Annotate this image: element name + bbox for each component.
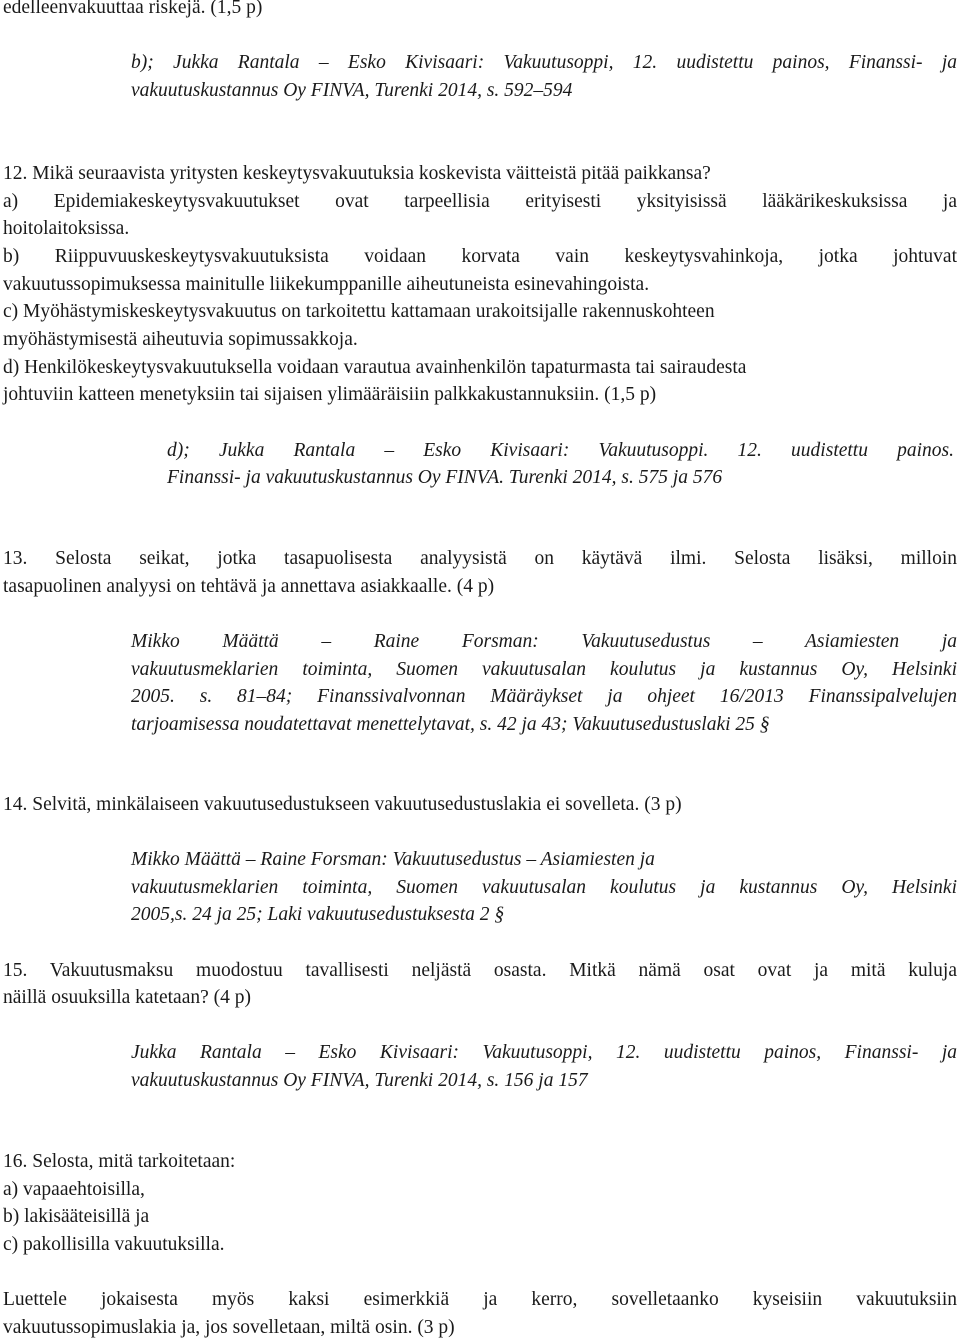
q13-source-line-2: vakuutusmeklarien toiminta, Suomen vakuutusalan koulutus ja kustannus Oy, Helsinki <box>131 659 957 680</box>
q11-answer-line-2: vakuutuskustannus Oy FINVA, Turenki 2014, s. 592–594 <box>131 80 573 101</box>
q13-question-line-2: tasapuolinen analyysi on tehtävä ja annettava asiakkaalle. (4 p) <box>3 576 495 597</box>
q13-source-line-4: tarjoamisessa noudatettavat menettelytavat, s. 42 ja 43; Vakuutusedustuslaki 25 § <box>131 714 770 735</box>
q13-source-line-1: Mikko Määttä – Raine Forsman: Vakuutusedustus – Asiamiesten ja <box>131 631 957 652</box>
q11-tail: edelleenvakuuttaa riskejä. (1,5 p) <box>3 0 263 18</box>
q15-source-line-1: Jukka Rantala – Esko Kivisaari: Vakuutusoppi, 12. uudistettu painos, Finanssi- ja <box>131 1042 957 1063</box>
q16-item-c: c) pakollisilla vakuutuksilla. <box>3 1234 225 1255</box>
q14-source-line-3: 2005,s. 24 ja 25; Laki vakuutusedustuksesta 2 § <box>131 904 505 925</box>
q15-question-line-1: 15. Vakuutusmaksu muodostuu tavallisesti neljästä osasta. Mitkä nämä osat ovat ja mitä kuluja <box>3 960 957 981</box>
q15-question-line-2: näillä osuuksilla katetaan? (4 p) <box>3 987 251 1008</box>
q12-option-d-line-2: johtuviin katteen menetyksiin tai sijaisen ylimääräisiin palkkakustannuksiin. (1,5 p) <box>3 384 657 405</box>
q12-option-c-line-1: c) Myöhästymiskeskeytysvakuutus on tarkoitettu kattamaan urakoitsijalle rakennuskohteen <box>3 301 715 322</box>
q12-option-a-line-2: hoitolaitoksissa. <box>3 218 130 239</box>
q13-question-line-1: 13. Selosta seikat, jotka tasapuolisesta analyysistä on käytävä ilmi. Selosta lisäksi, milloin <box>3 548 957 569</box>
q11-answer-line-1: b); Jukka Rantala – Esko Kivisaari: Vakuutusoppi, 12. uudistettu painos, Finanssi- ja <box>131 52 957 73</box>
q14-question: 14. Selvitä, minkälaiseen vakuutusedustukseen vakuutusedustuslakia ei sovelleta. (3 p) <box>3 794 682 815</box>
q16-item-b: b) lakisääteisillä ja <box>3 1206 150 1227</box>
q16-task-line-1: Luettele jokaisesta myös kaksi esimerkkiä ja kerro, sovelletaanko kyseisiin vakuutuksiin <box>3 1289 957 1310</box>
q12-option-b-line-1: b) Riippuvuuskeskeytysvakuutuksista voidaan korvata vain keskeytysvahinkoja, jotka johtuvat <box>3 246 957 267</box>
q12-option-c-line-2: myöhästymisestä aiheutuvia sopimussakkoja. <box>3 329 358 350</box>
q12-option-b-line-2: vakuutussopimuksessa mainitulle liikekumppanille aiheutuneista esinevahingoista. <box>3 274 650 295</box>
q12-answer-line-1: d); Jukka Rantala – Esko Kivisaari: Vakuutusoppi. 12. uudistettu painos. <box>167 440 954 461</box>
q12-option-a-line-1: a) Epidemiakeskeytysvakuutukset ovat tarpeellisia erityisesti yksityisissä lääkärikeskuksissa ja <box>3 191 957 212</box>
q16-item-a: a) vapaaehtoisilla, <box>3 1179 145 1200</box>
q13-source-line-3: 2005. s. 81–84; Finanssivalvonnan Määräykset ja ohjeet 16/2013 Finanssipalvelujen <box>131 686 957 707</box>
q14-source-line-1: Mikko Määttä – Raine Forsman: Vakuutusedustus – Asiamiesten ja <box>131 849 655 870</box>
q16-task-line-2: vakuutussopimuslakia ja, jos sovelletaan, miltä osin. (3 p) <box>3 1317 455 1338</box>
q12-option-d-line-1: d) Henkilökeskeytysvakuutuksella voidaan varautua avainhenkilön tapaturmasta tai sairaudesta <box>3 357 747 378</box>
q14-source-line-2: vakuutusmeklarien toiminta, Suomen vakuutusalan koulutus ja kustannus Oy, Helsinki <box>131 877 957 898</box>
q12-answer-line-2: Finanssi- ja vakuutuskustannus Oy FINVA. Turenki 2014, s. 575 ja 576 <box>167 467 723 488</box>
q15-source-line-2: vakuutuskustannus Oy FINVA, Turenki 2014, s. 156 ja 157 <box>131 1070 588 1091</box>
q16-question: 16. Selosta, mitä tarkoitetaan: <box>3 1151 236 1172</box>
q12-question: 12. Mikä seuraavista yritysten keskeytysvakuutuksia koskevista väitteistä pitää paikkansa? <box>3 163 711 184</box>
